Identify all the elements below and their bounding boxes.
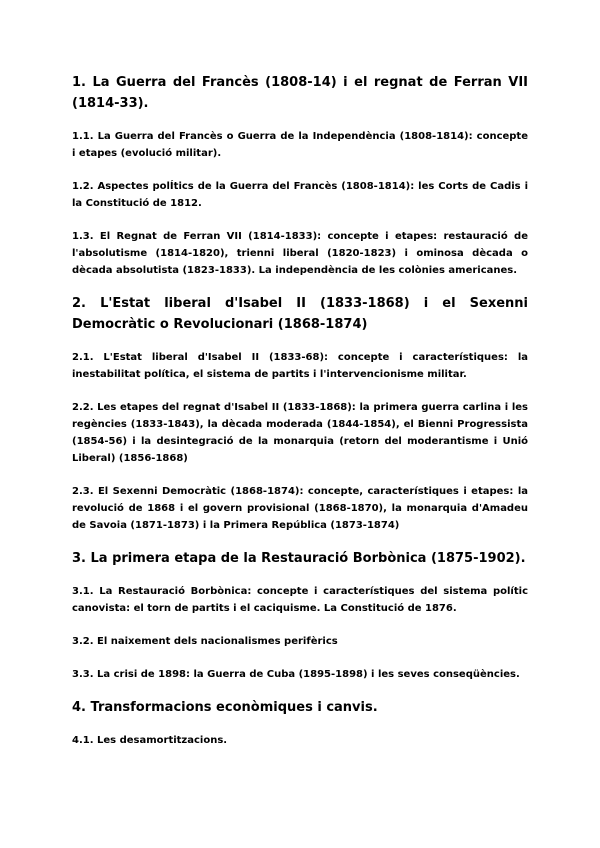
section-title: 1. La Guerra del Francès (1808-14) i el regnat de Ferran VII (1814-33). bbox=[72, 75, 528, 111]
section-item: 3.3. La crisi de 1898: la Guerra de Cuba (1895-1898) i les seves conseqüències. bbox=[72, 669, 520, 680]
section-item: 2.3. El Sexenni Democràtic (1868-1874): concepte, característiques i etapes: la revolució de 1868 i el govern provisional (1868-1870), la monarquia d'Amadeu de Savoia (1871-1873) i la Primera República (1873-1874) bbox=[72, 486, 528, 531]
section-title: 2. L'Estat liberal d'Isabel II (1833-1868) i el Sexenni Democràtic o Revolucionari (1868-1874) bbox=[72, 296, 528, 332]
section-item: 1.3. El Regnat de Ferran VII (1814-1833): concepte i etapes: restauració de l'absolutisme (1814-1820), trienni liberal (1820-1823) i ominosa dècada o dècada absolutista (1823-1833). La independència de les colònies americanes. bbox=[72, 231, 528, 276]
section-title: 3. La primera etapa de la Restauració Borbònica (1875-1902). bbox=[72, 551, 526, 566]
section-item: 3.1. La Restauració Borbònica: concepte i característiques del sistema polític canovista: el torn de partits i el caciquisme. La Constitució de 1876. bbox=[72, 586, 528, 614]
section-item: 2.2. Les etapes del regnat d'Isabel II (1833-1868): la primera guerra carlina i les regències (1833-1843), la dècada moderada (1844-1854), el Bienni Progressista (1854-56) i la desintegració de la monarquia (retorn del moderantisme i Unió Liberal) (1856-1868) bbox=[72, 402, 528, 464]
section-item: 1.1. La Guerra del Francès o Guerra de la Independència (1808-1814): concepte i etapes (evolució militar). bbox=[72, 131, 528, 159]
section-1 bbox=[72, 72, 528, 279]
section-item: 3.2. El naixement dels nacionalismes perifèrics bbox=[72, 636, 338, 647]
section-item: 2.1. L'Estat liberal d'Isabel II (1833-68): concepte i característiques: la inestabilitat política, el sistema de partits i l'intervencionisme militar. bbox=[72, 352, 528, 380]
section-4 bbox=[72, 697, 528, 749]
section-3 bbox=[72, 548, 528, 683]
section-title: 4. Transformacions econòmiques i canvis. bbox=[72, 700, 378, 715]
section-item: 4.1. Les desamortitzacions. bbox=[72, 735, 228, 746]
section-item: 1.2. Aspectes polÍtics de la Guerra del Francès (1808-1814): les Corts de Cadis i la Constitució de 1812. bbox=[72, 181, 528, 209]
document-content bbox=[72, 72, 528, 763]
section-2 bbox=[72, 293, 528, 534]
